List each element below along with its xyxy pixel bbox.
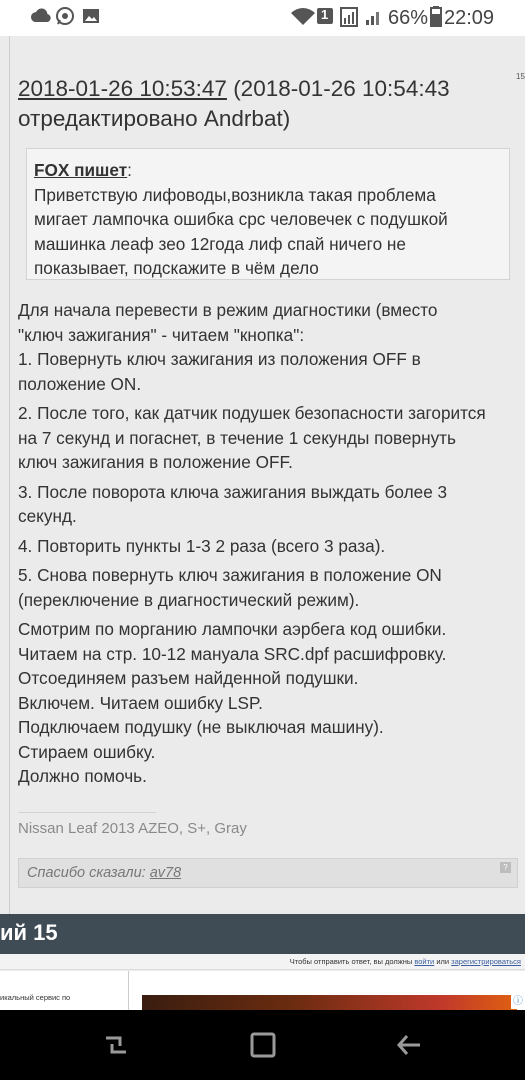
reply-notice bbox=[0, 954, 525, 970]
register-link[interactable]: зарегистрироваться bbox=[451, 957, 521, 966]
text-line: "ключ зажигания" - читаем "кнопка": bbox=[18, 324, 305, 345]
paragraph-step-4 bbox=[18, 534, 523, 559]
post-date-link[interactable]: 2018-01-26 10:53:47 bbox=[18, 76, 227, 101]
quote-block bbox=[26, 148, 510, 280]
signature-divider bbox=[18, 812, 156, 813]
ad-text[interactable]: икальный сервис по bbox=[0, 993, 71, 1002]
quote-line: мигает лампочка ошибка срс человечек с подушкой bbox=[34, 209, 448, 229]
text-line: 5. Снова повернуть ключ зажигания в положение ON bbox=[18, 565, 442, 585]
ad-banner[interactable] bbox=[142, 995, 517, 1010]
quote-author: FOX пишет bbox=[34, 160, 128, 180]
image-icon bbox=[81, 6, 101, 32]
text-line: Читаем на стр. 10-12 мануала SRC.dpf расшифровку. bbox=[18, 643, 447, 664]
system-nav-bar bbox=[0, 1010, 525, 1080]
post-body bbox=[18, 298, 523, 794]
forum-post-area bbox=[0, 36, 525, 914]
text-line: ключ зажигания в положение OFF. bbox=[18, 452, 293, 472]
ad-area bbox=[0, 971, 525, 1010]
text-line: Для начала перевести в режим диагностики (вместо bbox=[18, 300, 438, 320]
paragraph-summary bbox=[18, 617, 523, 789]
status-bar bbox=[0, 0, 525, 36]
text-line: секунд. bbox=[18, 506, 77, 526]
section-title: ий 15 bbox=[0, 920, 58, 945]
report-icon[interactable]: ? bbox=[500, 862, 511, 873]
paragraph-step-3 bbox=[18, 480, 523, 529]
text-line: Смотрим по морганию лампочки аэрбега код ошибки. bbox=[18, 619, 447, 639]
post-edited-note: (2018-01-26 10:54:43 отредактировано Andrbat) bbox=[18, 76, 450, 131]
signal-lte-icon bbox=[340, 6, 364, 34]
thanks-label: Спасибо сказали: bbox=[27, 865, 146, 881]
cell-signal-icon bbox=[364, 6, 384, 32]
text-line: положение ON. bbox=[18, 373, 142, 394]
paragraph-step-5 bbox=[18, 563, 523, 612]
whatsapp-icon bbox=[55, 6, 75, 32]
text-line: (переключение в диагностический режим). bbox=[18, 589, 360, 610]
text-line: 1. Повернуть ключ зажигания из положения OFF в bbox=[18, 349, 421, 369]
text-line: 3. После поворота ключа зажигания выждать более 3 bbox=[18, 481, 448, 502]
wifi-icon bbox=[290, 6, 316, 32]
text-line: Включем. Читаем ошибку LSP. bbox=[18, 692, 263, 713]
battery-percent: 66% bbox=[388, 7, 429, 29]
quote-author-colon: : bbox=[127, 160, 132, 180]
back-icon[interactable] bbox=[394, 1030, 424, 1060]
thanks-bar bbox=[18, 858, 518, 888]
ad-divider bbox=[128, 971, 129, 1010]
home-icon[interactable] bbox=[248, 1030, 278, 1060]
cloud-icon bbox=[30, 6, 52, 32]
text-line: 2. После того, как датчик подушек безопасности загорится bbox=[18, 403, 486, 423]
battery-icon bbox=[430, 6, 442, 34]
paragraph-intro bbox=[18, 298, 523, 396]
quote-line: машинка леаф зео 12года лиф спай ничего не bbox=[34, 233, 406, 254]
paragraph-step-2 bbox=[18, 401, 523, 475]
text-line: Стираем ошибку. bbox=[18, 741, 156, 762]
text-line: на 7 секунд и погаснет, в течение 1 секунды повернуть bbox=[18, 427, 456, 448]
adchoices-icon[interactable]: ⓘ bbox=[513, 996, 523, 1007]
thread-rule bbox=[9, 36, 10, 914]
sim-badge-label: 1 bbox=[321, 7, 329, 22]
quote-line: показывает, подскажите в чём дело bbox=[34, 258, 319, 278]
notice-text: Чтобы отправить ответ, вы должны bbox=[289, 957, 415, 966]
clock: 22:09 bbox=[444, 7, 495, 29]
user-signature: Nissan Leaf 2013 AZEO, S+, Gray bbox=[18, 820, 247, 837]
text-line: Подключаем подушку (не выключая машину). bbox=[18, 717, 384, 737]
post-header bbox=[18, 74, 513, 134]
post-number[interactable]: 15 bbox=[516, 72, 525, 81]
text-line: Должно помочь. bbox=[18, 766, 147, 786]
login-link[interactable]: войти bbox=[414, 957, 435, 966]
recent-apps-icon[interactable] bbox=[101, 1030, 131, 1060]
thanks-user-link[interactable]: av78 bbox=[149, 865, 182, 881]
text-line: Отсоединяем разъем найденной подушки. bbox=[18, 668, 359, 688]
quote-line: Приветствую лифоводы,возникла такая проблема bbox=[34, 184, 436, 205]
text-line: 4. Повторить пункты 1-3 2 раза (всего 3 раза). bbox=[18, 535, 386, 556]
section-header-bar bbox=[0, 914, 525, 954]
quote-author-line bbox=[34, 158, 502, 183]
notice-mid: или bbox=[434, 957, 452, 966]
